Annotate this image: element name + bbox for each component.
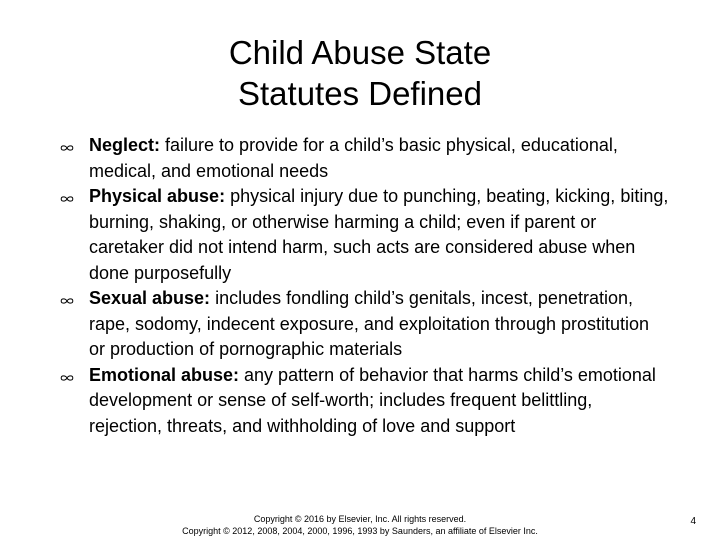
- copyright-footer: [140, 513, 580, 537]
- bullet-sexual-abuse: [60, 286, 670, 363]
- bullet-text: includes fondling child’s genitals, incest, penetration, rape, sodomy, indecent exposure, and exploitation through prostitution or production of pornographic materials: [89, 288, 650, 359]
- bullet-neglect: [60, 133, 670, 184]
- bullet-emotional-abuse: [60, 363, 670, 440]
- bullet-term: Sexual abuse:: [89, 288, 211, 308]
- infinity-icon: [60, 195, 74, 203]
- bullet-text: any pattern of behavior that harms child’s emotional development or sense of self-worth; includes frequent belittling, rejection, threats, and withholding of love and support: [89, 364, 656, 436]
- infinity-icon: [60, 374, 74, 382]
- page-number: 4: [690, 516, 696, 527]
- bullet-text: physical injury due to punching, beating, kicking, biting, burning, shaking, or otherwise harming a child; even if parent or caretaker did not intend harm, such acts are considered abuse when done purposefully: [89, 186, 669, 283]
- copyright-line-2: Copyright © 2012, 2008, 2004, 2000, 1996, 1993 by Saunders, an affiliate of Elsevier Inc.: [182, 526, 538, 536]
- bullet-text: failure to provide for a child’s basic physical, educational, medical, and emotional needs: [89, 135, 618, 181]
- bullet-physical-abuse: [60, 184, 670, 286]
- infinity-icon: [60, 297, 74, 305]
- bullet-list: [60, 133, 670, 439]
- infinity-icon: [60, 144, 74, 152]
- title-line-1: Child Abuse State: [228, 34, 492, 71]
- copyright-line-1: Copyright © 2016 by Elsevier, Inc. All rights reserved.: [253, 514, 467, 524]
- bullet-term: Emotional abuse:: [89, 364, 240, 385]
- bullet-term: Neglect:: [89, 135, 161, 155]
- slide-title: [0, 32, 720, 114]
- bullet-term: Physical abuse:: [89, 186, 226, 206]
- title-line-2: Statutes Defined: [238, 75, 482, 112]
